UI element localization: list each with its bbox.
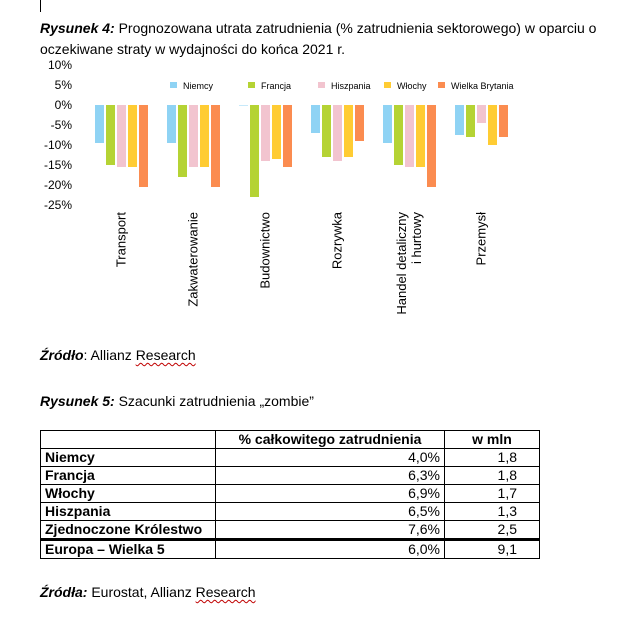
bar-hiszpania [261,105,270,161]
row-percent: 4,0% [216,449,445,467]
x-tick-label: Przemysł [473,212,489,266]
bar-francja [178,105,187,177]
row-percent: 7,6% [216,521,445,540]
header-millions: w mln [445,431,540,449]
y-tick-label: -20% [43,178,72,192]
bar-wielka-brytania [211,105,220,187]
row-percent: 6,0% [216,540,445,559]
bar-francja [322,105,331,157]
row-percent: 6,3% [216,467,445,485]
legend-swatch [384,82,391,88]
row-millions: 1,8 [445,449,540,467]
row-country: Hiszpania [41,503,216,521]
legend-label: Włochy [397,81,427,91]
bar-włochy [488,105,497,145]
bar-hiszpania [117,105,126,167]
row-millions: 1,8 [445,467,540,485]
chart-bars [95,105,508,197]
source-note-1 [40,347,196,363]
x-tick-label: Handel detaliczny [394,212,409,315]
row-country: Francja [41,467,216,485]
employment-loss-chart [0,56,618,336]
legend-label: Niemcy [183,81,214,91]
bar-włochy [416,105,425,167]
table-row [41,467,540,485]
header-country [41,431,216,449]
bar-niemcy [383,105,392,143]
y-tick-label: -15% [43,158,72,172]
bar-wielka-brytania [355,105,364,141]
table-total-row [41,540,540,559]
text-cursor [40,0,41,12]
source-1-label: Źródło [40,347,84,363]
bar-niemcy [239,105,248,106]
y-axis [44,58,72,212]
zombie-employment-table [40,430,540,559]
x-tick-label: Zakwaterowanie [185,212,201,307]
bar-niemcy [167,105,176,143]
bar-hiszpania [333,105,342,161]
bar-francja [394,105,403,165]
bar-włochy [128,105,137,167]
table-row [41,485,540,503]
row-millions: 9,1 [445,540,540,559]
figure-5-label: Rysunek 5: [40,393,115,409]
legend-swatch [248,82,255,88]
bar-włochy [272,105,281,159]
legend-label: Hiszpania [331,81,371,91]
bar-wielka-brytania [427,105,436,187]
figure-5-caption [40,393,314,409]
legend-swatch [438,82,445,88]
x-tick-label: Transport [113,212,129,268]
x-tick-label: Rozrywka [329,212,345,270]
table-row [41,521,540,540]
source-note-2 [40,584,256,600]
legend-label: Wielka Brytania [451,81,514,91]
header-percent: % całkowitego zatrudnienia [216,431,445,449]
legend-swatch [318,82,325,88]
row-percent: 6,9% [216,485,445,503]
legend-swatch [170,82,177,88]
x-tick-label: i hurtowy [409,212,424,265]
figure-4-text: Prognozowana utrata zatrudnienia (% zatrudnienia sektorowego) w oparciu o oczekiwane straty w wydajności do końca 2021 r. [40,20,597,57]
y-tick-label: -25% [43,198,72,212]
bar-włochy [200,105,209,167]
bar-niemcy [455,105,464,135]
legend-label: Francja [261,81,292,91]
source-1-text: : Allianz [83,347,136,363]
bar-niemcy [95,105,104,143]
row-country: Zjednoczone Królestwo [41,521,216,540]
bar-włochy [344,105,353,157]
x-tick-label: Budownictwo [257,212,273,289]
row-millions: 1,7 [445,485,540,503]
source-1-brand: Research [135,347,196,363]
row-millions: 1,3 [445,503,540,521]
bar-francja [250,105,259,197]
row-country: Włochy [41,485,216,503]
table-header-row [41,431,540,449]
row-percent: 6,5% [216,503,445,521]
source-2-brand: Research [195,584,256,600]
bar-francja [106,105,115,165]
row-country: Europa – Wielka 5 [41,540,216,559]
x-axis-labels [114,211,489,314]
bar-hiszpania [477,105,486,123]
bar-niemcy [311,105,320,133]
y-tick-label: 10% [47,58,72,72]
source-2-label: Źródła: [40,584,88,600]
chart-legend [170,81,514,91]
row-country: Niemcy [41,449,216,467]
figure-5-text: Szacunki zatrudnienia „zombie” [114,393,314,409]
y-tick-label: 0% [54,98,72,112]
figure-4-label: Rysunek 4: [40,20,115,36]
source-2-text: Eurostat, Allianz [87,584,196,600]
bar-wielka-brytania [283,105,292,167]
row-millions: 2,5 [445,521,540,540]
y-tick-label: -5% [50,118,72,132]
figure-4-caption [40,18,610,60]
table-row [41,503,540,521]
bar-wielka-brytania [499,105,508,137]
table-row [41,449,540,467]
y-tick-label: -10% [43,138,72,152]
bar-francja [466,105,475,137]
bar-hiszpania [189,105,198,167]
y-tick-label: 5% [54,78,72,92]
bar-wielka-brytania [139,105,148,187]
bar-hiszpania [405,105,414,167]
